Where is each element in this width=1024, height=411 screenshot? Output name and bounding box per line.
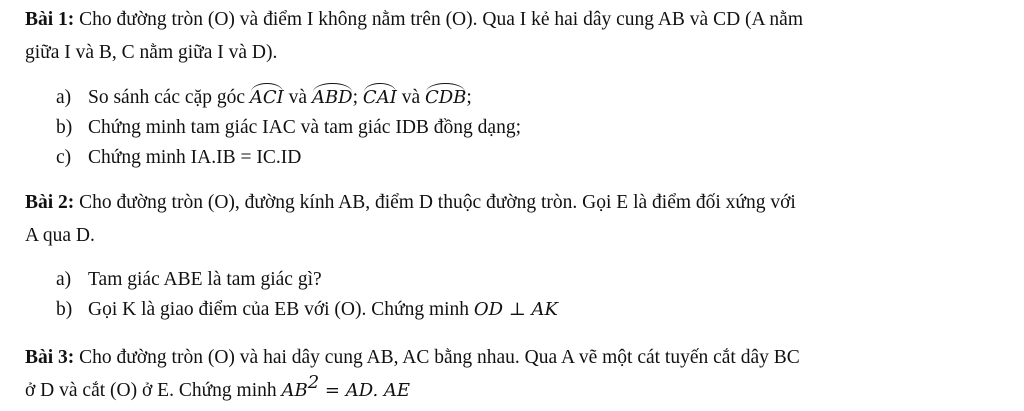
bai1-title: Bài 1:: [25, 9, 75, 30]
bai1-line2: [25, 41, 277, 65]
bai1-item-a: [56, 86, 472, 110]
bai2-item-b: [56, 298, 558, 322]
bai1-text-line2: giữa I và B, C nằm giữa I và D).: [25, 42, 278, 63]
bai1-item-c: [56, 146, 301, 170]
bai1-item-c-text: Chứng minh IA.IB = IC.ID: [88, 147, 302, 168]
bai2-item-a-text: Tam giác ABE là tam giác gì?: [88, 269, 322, 290]
bai2-text-line1: Cho đường tròn (O), đường kính AB, điểm D thuộc đường tròn. Gọi E là điểm đối xứng với: [74, 192, 796, 213]
bai3-line1: [25, 346, 800, 370]
bai2-line2: [25, 224, 95, 248]
bai1-item-c-marker: c): [56, 147, 72, 168]
bai2-item-b-marker: b): [56, 299, 73, 320]
bai1-item-a-text1: So sánh các cặp góc: [88, 87, 250, 108]
angle-cai: CAI: [362, 87, 397, 108]
bai2-line1: [25, 191, 796, 215]
angle-abd: ABD: [311, 87, 353, 108]
bai3-text-line2: ở D và cắt (O) ở E. Chứng minh: [25, 380, 282, 401]
angle-aci: ACI: [249, 87, 284, 108]
bai2-item-a: [56, 268, 322, 292]
bai3-line2: [25, 372, 411, 403]
bai1-item-b-marker: b): [56, 117, 73, 138]
bai1-text-line1: Cho đường tròn (O) và điểm I không nằm trên (O). Qua I kẻ hai dây cung AB và CD (A nằm: [74, 9, 803, 30]
equation-rest: = AD. AE: [319, 380, 411, 401]
bai1-item-a-text4: và: [396, 87, 425, 108]
bai1-item-a-text5: ;: [466, 87, 472, 108]
bai2-item-a-marker: a): [56, 269, 72, 290]
bai2-item-b-text: Gọi K là giao điểm của EB với (O). Chứng minh: [88, 299, 474, 320]
bai1-item-a-text2: và: [283, 87, 312, 108]
angle-cdb: CDB: [424, 87, 467, 108]
bai3-title: Bài 3:: [25, 347, 75, 368]
bai3-text-line1: Cho đường tròn (O) và hai dây cung AB, AC bằng nhau. Qua A vẽ một cát tuyến cắt dây BC: [74, 347, 800, 368]
bai1-item-a-marker: a): [56, 87, 72, 108]
equation-ab: AB: [281, 380, 308, 401]
bai1-item-b: [56, 116, 521, 140]
bai1-item-b-text: Chứng minh tam giác IAC và tam giác IDB đồng dạng;: [88, 117, 521, 138]
equation-exponent: 2: [307, 372, 320, 393]
bai2-text-line2: A qua D.: [25, 225, 95, 246]
perpendicular-expression: OD ⊥ AK: [473, 299, 558, 320]
bai2-title: Bài 2:: [25, 192, 75, 213]
bai1-item-a-text3: ;: [352, 87, 363, 108]
bai1-line1: [25, 8, 803, 32]
